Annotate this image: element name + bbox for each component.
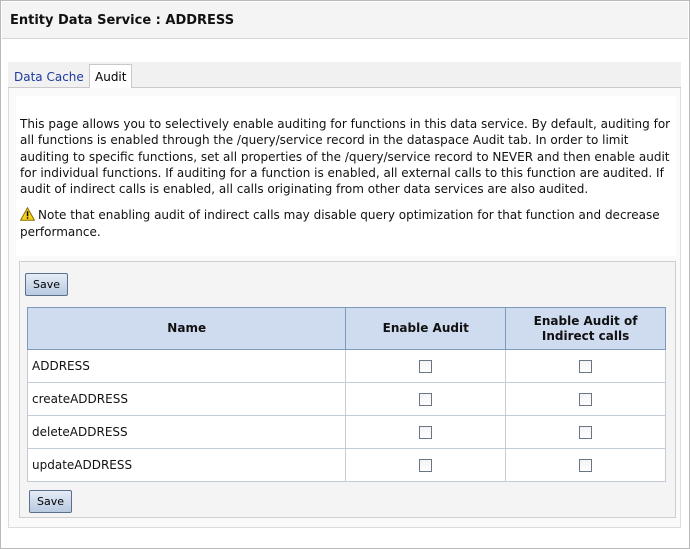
table-row (28, 416, 666, 449)
column-header-enable-indirect-label: Enable Audit of Indirect calls (533, 313, 638, 343)
row-name: ADDRESS (28, 350, 346, 383)
audit-table (27, 307, 666, 482)
row-name: deleteADDRESS (28, 416, 346, 449)
tab-data-cache[interactable]: Data Cache (14, 70, 84, 84)
enable-indirect-audit-checkbox[interactable] (579, 426, 592, 439)
tab-content (8, 88, 681, 528)
column-header-name: Name (28, 308, 346, 350)
enable-indirect-audit-checkbox[interactable] (579, 393, 592, 406)
enable-audit-checkbox[interactable] (419, 426, 432, 439)
audit-panel (19, 261, 676, 518)
enable-indirect-audit-checkbox[interactable] (579, 360, 592, 373)
tab-bar (8, 62, 681, 88)
warning-note (20, 207, 672, 240)
table-row (28, 383, 666, 416)
table-row (28, 449, 666, 482)
page-header (2, 2, 688, 39)
column-header-enable-indirect (506, 308, 666, 350)
save-button-top[interactable]: Save (25, 273, 68, 296)
table-header-row (28, 308, 666, 350)
row-name: createADDRESS (28, 383, 346, 416)
warning-note-text: Note that enabling audit of indirect calls may disable query optimization for that function and decrease performance. (20, 208, 660, 239)
enable-indirect-audit-checkbox[interactable] (579, 459, 592, 472)
warning-icon (20, 207, 35, 221)
description-box (16, 96, 676, 256)
enable-audit-checkbox[interactable] (419, 459, 432, 472)
enable-audit-checkbox[interactable] (419, 360, 432, 373)
enable-audit-checkbox[interactable] (419, 393, 432, 406)
description-text: This page allows you to selectively enable auditing for functions in this data service. By default, auditing for all functions is enabled through the /query/service record in the dataspace Audit tab. In order to limit auditing to specific functions, set all properties of the /query/service record to NEVER and then enable audit for individual functions. If auditing for a function is enabled, all external calls to this function are audited. If audit of indirect calls is enabled, all calls originating from other data services are also audited. (20, 117, 671, 197)
row-name: updateADDRESS (28, 449, 346, 482)
column-header-enable-audit: Enable Audit (346, 308, 506, 350)
save-button-bottom[interactable]: Save (29, 490, 72, 513)
tab-audit[interactable]: Audit (89, 64, 132, 89)
page-title: Entity Data Service : ADDRESS (10, 13, 235, 28)
table-row (28, 350, 666, 383)
